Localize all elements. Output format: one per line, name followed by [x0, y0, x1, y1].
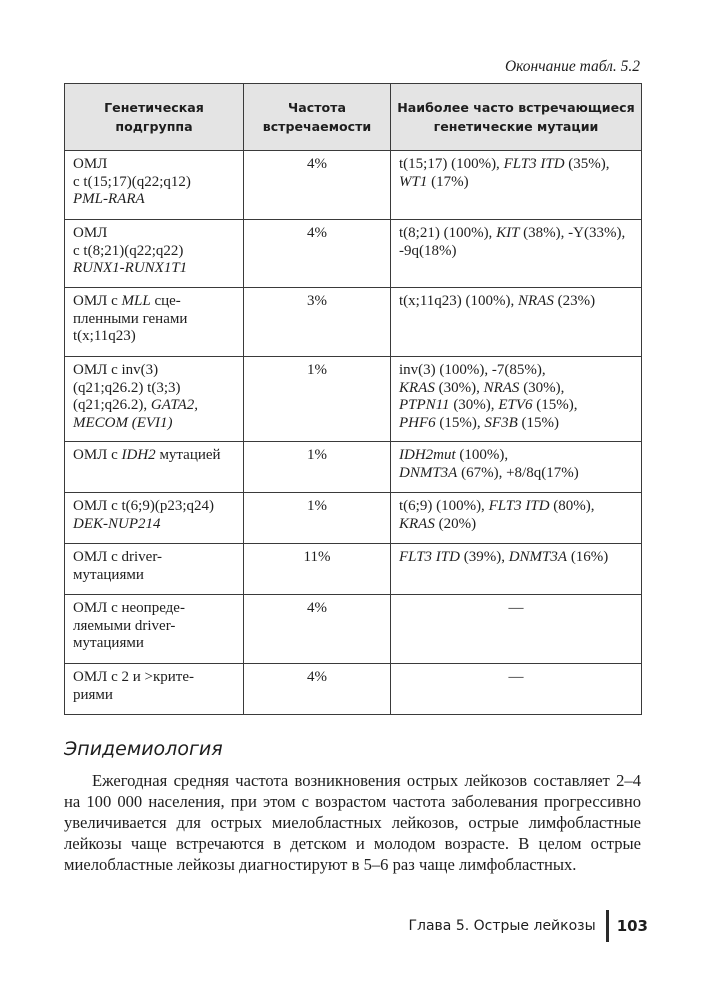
table-row [65, 595, 642, 664]
cell-subgroup: ОМЛ с driver- мутациями [65, 544, 244, 595]
table-row [65, 357, 642, 442]
cell-frequency: 1% [244, 357, 391, 442]
cell-frequency: 1% [244, 442, 391, 493]
cell-frequency: 4% [244, 664, 391, 715]
table-row [65, 493, 642, 544]
table-row [65, 288, 642, 357]
cell-mutations: FLT3 ITD (39%), DNMT3A (16%) [391, 544, 642, 595]
section-title: Эпидемиология [64, 738, 223, 760]
cell-frequency: 4% [244, 595, 391, 664]
cell-frequency: 11% [244, 544, 391, 595]
cell-mutations: t(6;9) (100%), FLT3 ITD (80%), KRAS (20%) [391, 493, 642, 544]
genetic-subgroups-table [64, 83, 642, 715]
header-mutations: Наиболее часто встречающиеся генетические мутации [391, 84, 642, 151]
header-frequency: Частота встречаемости [244, 84, 391, 151]
table-row [65, 151, 642, 220]
cell-subgroup: ОМЛ с неопреде- ляемыми driver- мутациями [65, 595, 244, 664]
cell-subgroup: ОМЛ с MLL сце- пленными генами t(x;11q23) [65, 288, 244, 357]
cell-subgroup: ОМЛ с 2 и >крите- риями [65, 664, 244, 715]
cell-frequency: 1% [244, 493, 391, 544]
table-row [65, 220, 642, 288]
page-number: 103 [616, 917, 648, 935]
table-row [65, 664, 642, 715]
cell-mutations: — [391, 595, 642, 664]
cell-mutations: t(x;11q23) (100%), NRAS (23%) [391, 288, 642, 357]
table-row [65, 544, 642, 595]
cell-mutations: IDH2mut (100%), DNMT3A (67%), +8/8q(17%) [391, 442, 642, 493]
table-row [65, 442, 642, 493]
table-caption: Окончание табл. 5.2 [504, 58, 640, 75]
page-footer [408, 910, 648, 942]
cell-subgroup: ОМЛ с t(15;17)(q22;q12) PML-RARA [65, 151, 244, 220]
cell-subgroup: ОМЛ с t(8;21)(q22;q22) RUNX1-RUNX1T1 [65, 220, 244, 288]
cell-mutations: — [391, 664, 642, 715]
cell-subgroup: ОМЛ с inv(3) (q21;q26.2) t(3;3) (q21;q26.2), GATA2, MECOM (EVI1) [65, 357, 244, 442]
cell-subgroup: ОМЛ с t(6;9)(p23;q24) DEK-NUP214 [65, 493, 244, 544]
table-header-row [65, 84, 642, 151]
cell-mutations: inv(3) (100%), -7(85%), KRAS (30%), NRAS (30%), PTPN11 (30%), ETV6 (15%), PHF6 (15%), SF3B (15%) [391, 357, 642, 442]
chapter-title: Глава 5. Острые лейкозы [408, 918, 596, 934]
cell-mutations: t(15;17) (100%), FLT3 ITD (35%), WT1 (17%) [391, 151, 642, 220]
cell-frequency: 4% [244, 151, 391, 220]
cell-frequency: 3% [244, 288, 391, 357]
epidemiology-paragraph: Ежегодная средняя частота возникновения острых лейкозов составляет 2–4 на 100 000 населения, при этом с возрастом частота заболевания прогрессивно увеличивается для острых миелобластных лейкозов, острые лимфобластные лейкозы чаще встречаются в детском и молодом возрасте. В целом острые миелобластные лейкозы диагностируют в 5–6 раз чаще лимфобластных. [64, 771, 641, 874]
cell-frequency: 4% [244, 220, 391, 288]
header-subgroup: Генетическая подгруппа [65, 84, 244, 151]
cell-mutations: t(8;21) (100%), KIT (38%), -Y(33%), -9q(18%) [391, 220, 642, 288]
cell-subgroup: ОМЛ с IDH2 мутацией [65, 442, 244, 493]
